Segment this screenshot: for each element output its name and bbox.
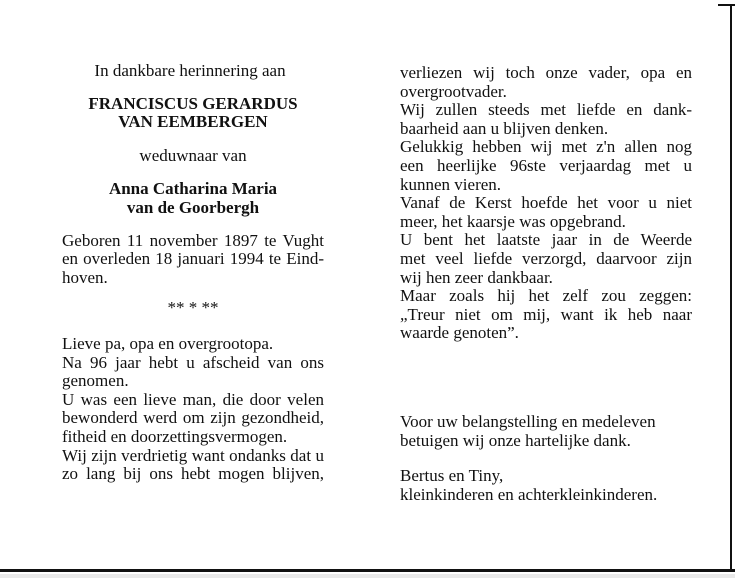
card-edge-top bbox=[718, 4, 735, 6]
spouse-name-line2: van de Goorbergh bbox=[126, 197, 260, 217]
body-line: Lieve pa, opa en overgrootopa. bbox=[62, 333, 274, 353]
body-line: overgrootvader. bbox=[400, 81, 507, 101]
body-line: Gelukkig hebben wij met z'n allen nog bbox=[400, 137, 692, 157]
card-edge-right bbox=[730, 4, 732, 569]
left-body bbox=[62, 335, 324, 484]
spouse-name bbox=[62, 180, 324, 217]
body-line: U was een lieve man, die door velen bbox=[62, 389, 324, 409]
left-column bbox=[62, 62, 324, 484]
thanks-line: betuigen wij onze hartelijke dank. bbox=[400, 430, 631, 450]
card-shadow-bottom bbox=[0, 574, 735, 578]
deceased-name bbox=[62, 95, 324, 132]
body-line: genomen. bbox=[62, 371, 129, 391]
signature bbox=[400, 467, 692, 504]
deceased-name-line1: FRANCISCUS GERARDUS bbox=[88, 93, 298, 113]
body-line: Wij zullen steeds met liefde en dank- bbox=[400, 100, 692, 120]
birth-line: hoven. bbox=[62, 267, 108, 287]
body-line: U bent het laatste jaar in de Weerde bbox=[400, 230, 692, 250]
separator-stars: ** * ** bbox=[167, 298, 219, 318]
spouse-name-line1: Anna Catharina Maria bbox=[108, 179, 278, 199]
body-line: waarde genoten”. bbox=[400, 323, 519, 343]
thanks-line: Voor uw belangstelling en medeleven bbox=[400, 411, 656, 431]
deceased-name-line2: VAN EEMBERGEN bbox=[118, 112, 268, 132]
widower-of-text: weduwnaar van bbox=[139, 145, 247, 165]
body-line: een heerlijke 96ste verjaardag met u bbox=[400, 155, 692, 175]
birth-death-paragraph bbox=[62, 232, 324, 288]
right-column bbox=[400, 64, 692, 504]
signature-line: Bertus en Tiny, bbox=[400, 466, 504, 486]
signature-line: kleinkinderen en achterkleinkinderen. bbox=[400, 484, 658, 504]
body-line: bewonderd werd om zijn gezondheid, bbox=[62, 408, 324, 428]
thanks-paragraph bbox=[400, 413, 692, 450]
body-line: zo lang bij ons hebt mogen blijven, bbox=[62, 464, 324, 484]
body-line: fitheid en doorzettingsvermogen. bbox=[62, 426, 288, 446]
birth-line: en overleden 18 januari 1994 te Eind- bbox=[62, 249, 324, 269]
body-line: baarheid aan u blijven denken. bbox=[400, 118, 609, 138]
right-body bbox=[400, 64, 692, 343]
card-edge-bottom bbox=[0, 569, 735, 572]
body-line: Wij zijn verdrietig want ondanks dat u bbox=[62, 445, 324, 465]
body-line: „Treur niet om mij, want ik heb naar bbox=[400, 304, 692, 324]
body-line: Maar zoals hij het zelf zou zeggen: bbox=[400, 286, 692, 306]
body-line: Vanaf de Kerst hoefde het voor u niet bbox=[400, 193, 692, 213]
body-line: met veel liefde verzorgd, daarvoor zijn bbox=[400, 248, 692, 268]
birth-line: Geboren 11 november 1897 te Vught bbox=[62, 230, 324, 250]
intro-text: In dankbare herinnering aan bbox=[94, 61, 286, 80]
body-line: verliezen wij toch onze vader, opa en bbox=[400, 63, 692, 82]
body-line: kunnen vieren. bbox=[400, 174, 502, 194]
body-line: wij hen zeer dankbaar. bbox=[400, 267, 553, 287]
body-line: meer, het kaarsje was opgebrand. bbox=[400, 211, 626, 231]
body-line: Na 96 jaar hebt u afscheid van ons bbox=[62, 352, 324, 372]
